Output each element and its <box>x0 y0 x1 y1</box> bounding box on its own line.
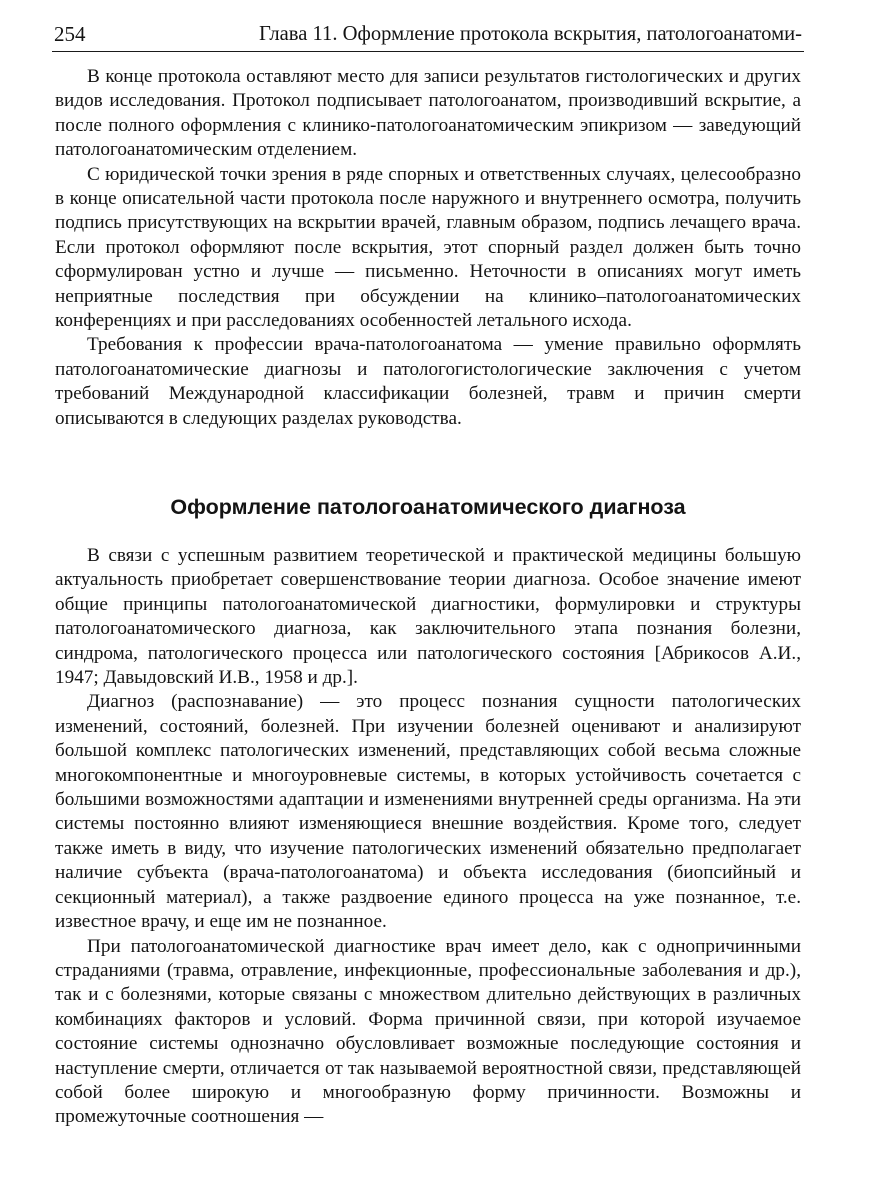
paragraph: При патологоанатомической диагностике врач имеет дело, как с однопричинными страданиями (травма, отравление, инфекционные, профессиональные заболевания и др.), так и с болезнями, которые связаны с множеством длительно действующих в различных комбинациях факторов и условий. Форма причинной связи, при которой изучаемое состояние системы однозначно обусловливает возможные последующие состояния и наступление смерти, отличается от так называемой вероятностной связи, представляющей собой более широкую и многообразную форму причинности. Возможны и промежуточные соотношения — <box>55 935 801 1128</box>
header-rule <box>52 51 804 52</box>
paragraph: С юридической точки зрения в ряде спорных и ответственных случаях, целесообразно в конце описательной части протокола после наружного и внутреннего осмотра, получить подпись присутствующих на вскрытии врачей, главным образом, подпись лечащего врача. Если протокол оформляют после вскрытия, этот спорный раздел должен быть точно сформулирован устно и лучше — письменно. Неточности в описаниях могут иметь неприятные последствия при обсуждении на клинико–патологоанатомических конференциях и при расследованиях особенностей летального исхода. <box>55 163 801 332</box>
page-number: 254 <box>54 22 86 46</box>
section-heading: Оформление патологоанатомического диагноза <box>170 495 686 519</box>
text-block-after-heading <box>55 544 801 1130</box>
running-head <box>54 19 802 49</box>
paragraph: В связи с успешным развитием теоретической и практической медицины большую актуальность приобретает совершенствование теории диагноза. Особое значение имеют общие принципы патологоанатомической диагностики, формулировки и структуры патологоанатомического диагноза, как заключительного этапа познания болезни, синдрома, патологического процесса или патологического состояния [Абрикосов А.И., 1947; Давыдовский И.В., 1958 и др.]. <box>55 545 801 689</box>
text-block-before-heading <box>55 65 801 431</box>
chapter-title: Глава 11. Оформление протокола вскрытия, патологоанатоми- <box>258 23 802 45</box>
paragraph: В конце протокола оставляют место для записи результатов гистологических и других видов исследования. Протокол подписывает патологоанатом, производивший вскрытие, а после полного оформления с клинико-патологоанатомическим эпикризом — заведующий патологоанатомическим отделением. <box>55 66 801 161</box>
paragraph: Диагноз (распознавание) — это процесс познания сущности патологических изменений, состояний, болезней. При изучении болезней оценивают и анализируют большой комплекс патологических изменений, представляющих собой весьма сложные многокомпонентные и многоуровневые системы, в которых устойчивость сочетается с большими возможностями адаптации и изменениями внутренней среды организма. На эти системы постоянно влияют изменяющиеся внешние воздействия. Кроме того, следует также иметь в виду, что изучение патологических изменений обязательно предполагает наличие субъекта (врача-патологоанатома) и объекта исследования (биопсийный и секционный материал), а также раздвоение единого процесса на уже познанное, т.е. известное врачу, и еще им не познанное. <box>55 691 801 933</box>
paragraph: Требования к профессии врача-патологоанатома — умение правильно оформлять патологоанатомические диагнозы и патологогистологические заключения с учетом требований Международной классификации болезней, травм и причин смерти описываются в следующих разделах руководства. <box>55 334 801 429</box>
